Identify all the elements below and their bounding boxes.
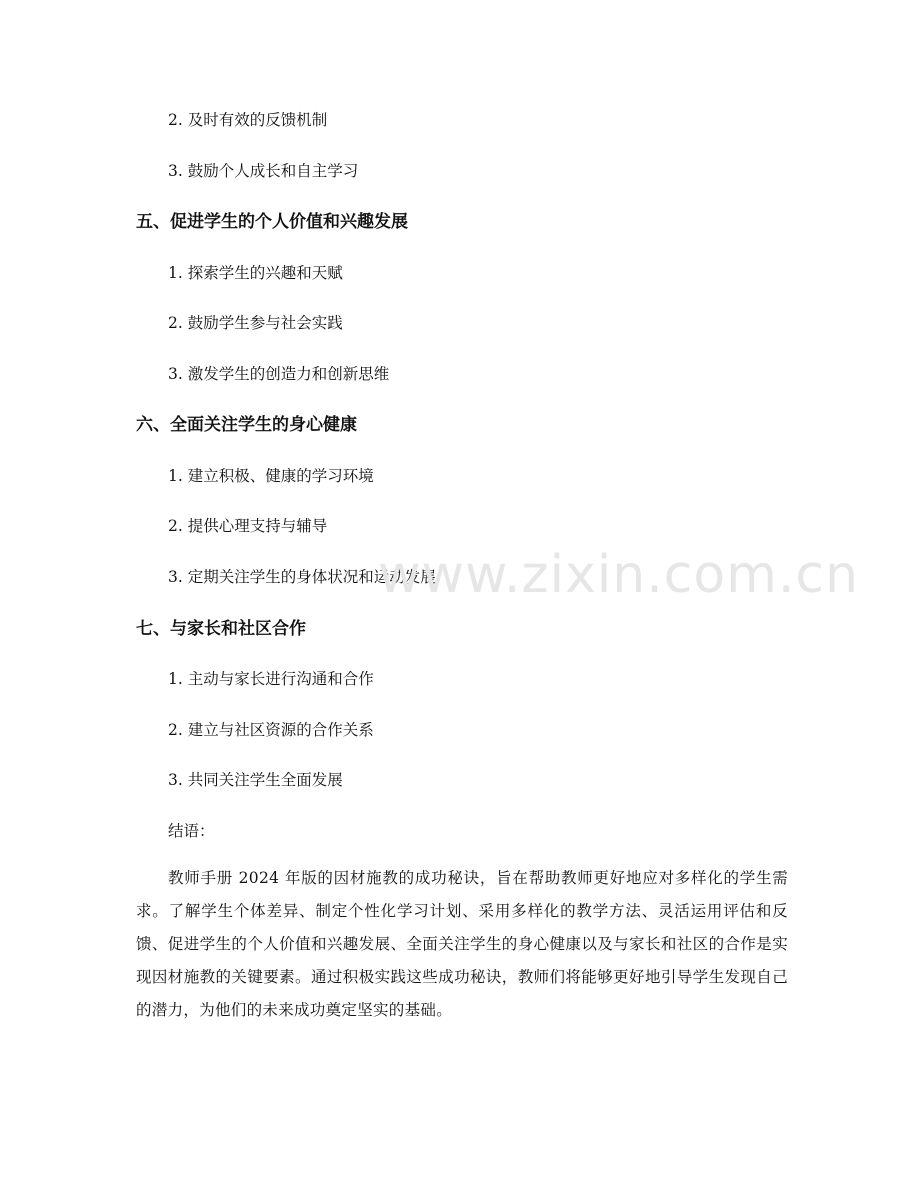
list-item: 2. 建立与社区资源的合作关系 (168, 721, 374, 739)
list-item: 3. 定期关注学生的身体状况和运动发展 (168, 568, 436, 586)
list-item: 3. 共同关注学生全面发展 (168, 771, 343, 789)
list-item: 1. 主动与家长进行沟通和合作 (168, 670, 374, 688)
watermark: www.zixin.com.cn (378, 545, 859, 605)
conclusion-label: 结语： (168, 822, 215, 840)
list-item: 2. 及时有效的反馈机制 (168, 111, 328, 129)
list-item: 1. 建立积极、健康的学习环境 (168, 467, 374, 485)
conclusion-paragraph: 教师手册 2024 年版的因材施教的成功秘诀，旨在帮助教师更好地应对多样化的学生需求。了解学生个体差异、制定个性化学习计划、采用多样化的教学方法、灵活运用评估和反馈、促进学生的个人价值和兴趣发展、全面关注学生的身心健康以及与家长和社区的合作是实现因材施教的关键要素。通过积极实践这些成功秘诀，教师们将能够更好地引导学生发现自己的潜力，为他们的未来成功奠定坚实的基础。 (136, 869, 788, 1019)
list-item: 3. 鼓励个人成长和自主学习 (168, 162, 359, 180)
section-heading: 七、与家长和社区合作 (136, 619, 306, 639)
list-item: 2. 提供心理支持与辅导 (168, 517, 328, 535)
list-item: 3. 激发学生的创造力和创新思维 (168, 365, 390, 383)
section-heading: 五、促进学生的个人价值和兴趣发展 (136, 212, 408, 232)
list-item: 2. 鼓励学生参与社会实践 (168, 314, 343, 332)
list-item: 1. 探索学生的兴趣和天赋 (168, 264, 343, 282)
section-heading: 六、全面关注学生的身心健康 (136, 415, 357, 435)
